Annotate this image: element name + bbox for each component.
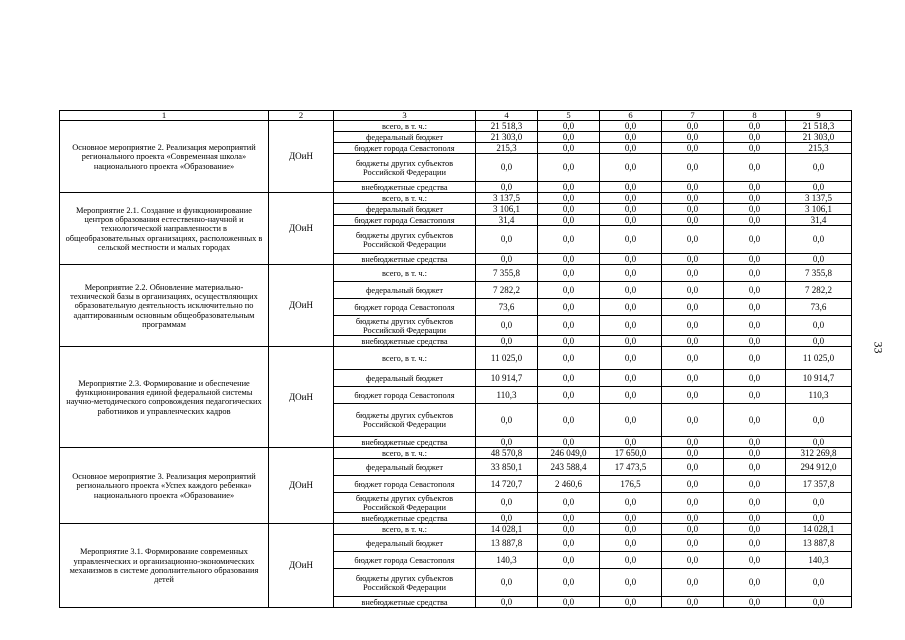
value-cell: 0,0 bbox=[600, 370, 662, 387]
funding-source-cell: внебюджетные средства bbox=[334, 597, 476, 608]
column-header-1: 1 bbox=[60, 111, 269, 121]
value-cell: 0,0 bbox=[538, 524, 600, 535]
funding-source-cell: всего, в т. ч.: bbox=[334, 448, 476, 459]
value-cell: 0,0 bbox=[538, 535, 600, 552]
value-cell: 0,0 bbox=[662, 476, 724, 493]
value-cell: 0,0 bbox=[662, 226, 724, 254]
value-cell: 0,0 bbox=[476, 316, 538, 336]
value-cell: 0,0 bbox=[724, 448, 786, 459]
value-cell: 0,0 bbox=[538, 569, 600, 597]
value-cell: 294 912,0 bbox=[786, 459, 852, 476]
value-cell: 0,0 bbox=[662, 404, 724, 437]
value-cell: 0,0 bbox=[786, 597, 852, 608]
value-cell: 0,0 bbox=[600, 204, 662, 215]
value-cell: 0,0 bbox=[724, 226, 786, 254]
value-cell: 215,3 bbox=[786, 143, 852, 154]
executor-cell: ДОиН bbox=[269, 347, 334, 448]
executor-cell: ДОиН bbox=[269, 448, 334, 524]
value-cell: 0,0 bbox=[600, 154, 662, 182]
value-cell: 0,0 bbox=[476, 569, 538, 597]
value-cell: 0,0 bbox=[600, 121, 662, 132]
funding-source-cell: бюджеты других субъектов Российской Федерации bbox=[334, 569, 476, 597]
value-cell: 215,3 bbox=[476, 143, 538, 154]
value-cell: 0,0 bbox=[662, 347, 724, 370]
value-cell: 0,0 bbox=[724, 132, 786, 143]
value-cell: 0,0 bbox=[476, 404, 538, 437]
value-cell: 0,0 bbox=[538, 552, 600, 569]
value-cell: 0,0 bbox=[662, 299, 724, 316]
value-cell: 48 570,8 bbox=[476, 448, 538, 459]
value-cell: 21 518,3 bbox=[476, 121, 538, 132]
value-cell: 0,0 bbox=[600, 193, 662, 204]
value-cell: 0,0 bbox=[662, 459, 724, 476]
value-cell: 0,0 bbox=[476, 437, 538, 448]
funding-source-cell: федеральный бюджет bbox=[334, 132, 476, 143]
value-cell: 0,0 bbox=[724, 215, 786, 226]
value-cell: 0,0 bbox=[538, 254, 600, 265]
value-cell: 0,0 bbox=[786, 254, 852, 265]
value-cell: 0,0 bbox=[476, 336, 538, 347]
value-cell: 0,0 bbox=[662, 254, 724, 265]
header-row bbox=[60, 111, 852, 121]
value-cell: 0,0 bbox=[476, 493, 538, 513]
value-cell: 0,0 bbox=[662, 143, 724, 154]
value-cell: 0,0 bbox=[786, 226, 852, 254]
value-cell: 0,0 bbox=[538, 132, 600, 143]
value-cell: 13 887,8 bbox=[786, 535, 852, 552]
funding-source-cell: бюджет города Севастополя bbox=[334, 215, 476, 226]
value-cell: 0,0 bbox=[538, 597, 600, 608]
page-number: 33 bbox=[871, 341, 886, 354]
value-cell: 2 460,6 bbox=[538, 476, 600, 493]
funding-source-cell: бюджеты других субъектов Российской Федерации bbox=[334, 493, 476, 513]
funding-source-cell: всего, в т. ч.: bbox=[334, 347, 476, 370]
value-cell: 0,0 bbox=[600, 254, 662, 265]
event-name-cell: Мероприятие 2.3. Формирование и обеспечение функционирования единой федеральной системы научно-методического сопровождения педагогических работников и управленческих кадров bbox=[60, 347, 269, 448]
value-cell: 0,0 bbox=[662, 282, 724, 299]
value-cell: 0,0 bbox=[538, 513, 600, 524]
value-cell: 14 028,1 bbox=[476, 524, 538, 535]
funding-source-cell: внебюджетные средства bbox=[334, 182, 476, 193]
value-cell: 0,0 bbox=[786, 513, 852, 524]
value-cell: 0,0 bbox=[786, 182, 852, 193]
value-cell: 0,0 bbox=[662, 493, 724, 513]
value-cell: 0,0 bbox=[600, 387, 662, 404]
value-cell: 0,0 bbox=[724, 569, 786, 597]
event-name-cell: Основное мероприятие 3. Реализация мероприятий регионального проекта «Успех каждого ребенка» национального проекта «Образование» bbox=[60, 448, 269, 524]
value-cell: 0,0 bbox=[600, 597, 662, 608]
value-cell: 0,0 bbox=[662, 513, 724, 524]
value-cell: 0,0 bbox=[724, 316, 786, 336]
value-cell: 14 028,1 bbox=[786, 524, 852, 535]
value-cell: 0,0 bbox=[662, 387, 724, 404]
value-cell: 31,4 bbox=[476, 215, 538, 226]
value-cell: 0,0 bbox=[662, 215, 724, 226]
value-cell: 0,0 bbox=[538, 437, 600, 448]
value-cell: 0,0 bbox=[662, 448, 724, 459]
value-cell: 176,5 bbox=[600, 476, 662, 493]
value-cell: 21 303,0 bbox=[786, 132, 852, 143]
value-cell: 0,0 bbox=[600, 404, 662, 437]
value-cell: 0,0 bbox=[724, 493, 786, 513]
value-cell: 0,0 bbox=[724, 513, 786, 524]
value-cell: 10 914,7 bbox=[476, 370, 538, 387]
value-cell: 11 025,0 bbox=[786, 347, 852, 370]
value-cell: 0,0 bbox=[538, 282, 600, 299]
value-cell: 0,0 bbox=[662, 182, 724, 193]
column-header-4: 4 bbox=[476, 111, 538, 121]
value-cell: 21 518,3 bbox=[786, 121, 852, 132]
value-cell: 0,0 bbox=[600, 143, 662, 154]
value-cell: 0,0 bbox=[724, 282, 786, 299]
value-cell: 0,0 bbox=[662, 569, 724, 597]
funding-source-cell: бюджеты других субъектов Российской Федерации bbox=[334, 404, 476, 437]
value-cell: 0,0 bbox=[662, 370, 724, 387]
value-cell: 0,0 bbox=[600, 493, 662, 513]
value-cell: 0,0 bbox=[662, 132, 724, 143]
value-cell: 110,3 bbox=[786, 387, 852, 404]
value-cell: 0,0 bbox=[476, 513, 538, 524]
event-name-cell: Мероприятие 3.1. Формирование современных управленческих и организационно-экономических механизмов в системе дополнительного образования детей bbox=[60, 524, 269, 608]
value-cell: 0,0 bbox=[724, 347, 786, 370]
value-cell: 7 355,8 bbox=[476, 265, 538, 282]
value-cell: 0,0 bbox=[600, 132, 662, 143]
funding-source-cell: бюджет города Севастополя bbox=[334, 552, 476, 569]
value-cell: 0,0 bbox=[724, 121, 786, 132]
funding-source-cell: всего, в т. ч.: bbox=[334, 524, 476, 535]
value-cell: 0,0 bbox=[600, 437, 662, 448]
value-cell: 0,0 bbox=[724, 476, 786, 493]
value-cell: 0,0 bbox=[662, 524, 724, 535]
value-cell: 21 303,0 bbox=[476, 132, 538, 143]
value-cell: 312 269,8 bbox=[786, 448, 852, 459]
budget-table bbox=[59, 110, 852, 608]
event-name-cell: Основное мероприятие 2. Реализация мероприятий регионального проекта «Современная школа» национального проекта «Образование» bbox=[60, 121, 269, 193]
value-cell: 0,0 bbox=[538, 387, 600, 404]
table-row bbox=[60, 347, 852, 370]
value-cell: 0,0 bbox=[724, 154, 786, 182]
value-cell: 0,0 bbox=[662, 204, 724, 215]
value-cell: 0,0 bbox=[724, 143, 786, 154]
value-cell: 0,0 bbox=[476, 182, 538, 193]
value-cell: 0,0 bbox=[786, 569, 852, 597]
value-cell: 0,0 bbox=[662, 316, 724, 336]
funding-source-cell: всего, в т. ч.: bbox=[334, 265, 476, 282]
value-cell: 0,0 bbox=[538, 299, 600, 316]
value-cell: 0,0 bbox=[600, 336, 662, 347]
executor-cell: ДОиН bbox=[269, 265, 334, 347]
funding-source-cell: всего, в т. ч.: bbox=[334, 193, 476, 204]
value-cell: 0,0 bbox=[538, 215, 600, 226]
table-row bbox=[60, 193, 852, 204]
column-header-6: 6 bbox=[600, 111, 662, 121]
value-cell: 140,3 bbox=[476, 552, 538, 569]
value-cell: 0,0 bbox=[724, 459, 786, 476]
value-cell: 0,0 bbox=[600, 182, 662, 193]
value-cell: 3 106,1 bbox=[476, 204, 538, 215]
executor-cell: ДОиН bbox=[269, 121, 334, 193]
value-cell: 0,0 bbox=[662, 597, 724, 608]
column-header-8: 8 bbox=[724, 111, 786, 121]
value-cell: 3 106,1 bbox=[786, 204, 852, 215]
value-cell: 0,0 bbox=[538, 226, 600, 254]
value-cell: 0,0 bbox=[724, 524, 786, 535]
value-cell: 0,0 bbox=[600, 569, 662, 597]
value-cell: 0,0 bbox=[538, 154, 600, 182]
value-cell: 14 720,7 bbox=[476, 476, 538, 493]
executor-cell: ДОиН bbox=[269, 524, 334, 608]
table-row bbox=[60, 448, 852, 459]
value-cell: 0,0 bbox=[724, 193, 786, 204]
value-cell: 0,0 bbox=[724, 387, 786, 404]
funding-source-cell: бюджет города Севастополя bbox=[334, 299, 476, 316]
value-cell: 0,0 bbox=[600, 215, 662, 226]
value-cell: 0,0 bbox=[662, 265, 724, 282]
table-row bbox=[60, 265, 852, 282]
funding-source-cell: бюджеты других субъектов Российской Федерации bbox=[334, 316, 476, 336]
value-cell: 7 282,2 bbox=[786, 282, 852, 299]
value-cell: 246 049,0 bbox=[538, 448, 600, 459]
value-cell: 0,0 bbox=[538, 143, 600, 154]
event-name-cell: Мероприятие 2.2. Обновление материально-технической базы в организациях, осуществляющих образовательную деятельность исключительно по адаптированным основным общеобразовательным программам bbox=[60, 265, 269, 347]
value-cell: 11 025,0 bbox=[476, 347, 538, 370]
value-cell: 0,0 bbox=[786, 404, 852, 437]
value-cell: 0,0 bbox=[476, 254, 538, 265]
column-header-9: 9 bbox=[786, 111, 852, 121]
value-cell: 0,0 bbox=[538, 336, 600, 347]
value-cell: 0,0 bbox=[724, 254, 786, 265]
funding-source-cell: всего, в т. ч.: bbox=[334, 121, 476, 132]
value-cell: 0,0 bbox=[476, 226, 538, 254]
value-cell: 0,0 bbox=[600, 226, 662, 254]
value-cell: 0,0 bbox=[724, 370, 786, 387]
value-cell: 0,0 bbox=[724, 182, 786, 193]
funding-source-cell: бюджет города Севастополя bbox=[334, 476, 476, 493]
value-cell: 0,0 bbox=[724, 204, 786, 215]
value-cell: 0,0 bbox=[786, 336, 852, 347]
value-cell: 140,3 bbox=[786, 552, 852, 569]
funding-source-cell: федеральный бюджет bbox=[334, 204, 476, 215]
funding-source-cell: федеральный бюджет bbox=[334, 370, 476, 387]
value-cell: 0,0 bbox=[662, 193, 724, 204]
funding-source-cell: федеральный бюджет bbox=[334, 282, 476, 299]
value-cell: 17 357,8 bbox=[786, 476, 852, 493]
value-cell: 0,0 bbox=[724, 597, 786, 608]
value-cell: 243 588,4 bbox=[538, 459, 600, 476]
funding-source-cell: внебюджетные средства bbox=[334, 437, 476, 448]
table-row bbox=[60, 121, 852, 132]
column-header-7: 7 bbox=[662, 111, 724, 121]
value-cell: 0,0 bbox=[538, 265, 600, 282]
value-cell: 0,0 bbox=[786, 493, 852, 513]
value-cell: 73,6 bbox=[476, 299, 538, 316]
value-cell: 10 914,7 bbox=[786, 370, 852, 387]
value-cell: 0,0 bbox=[662, 154, 724, 182]
value-cell: 3 137,5 bbox=[476, 193, 538, 204]
value-cell: 0,0 bbox=[538, 182, 600, 193]
funding-source-cell: бюджет города Севастополя bbox=[334, 387, 476, 404]
value-cell: 0,0 bbox=[538, 370, 600, 387]
value-cell: 7 355,8 bbox=[786, 265, 852, 282]
value-cell: 0,0 bbox=[662, 437, 724, 448]
value-cell: 0,0 bbox=[476, 154, 538, 182]
value-cell: 0,0 bbox=[662, 121, 724, 132]
value-cell: 3 137,5 bbox=[786, 193, 852, 204]
funding-source-cell: внебюджетные средства bbox=[334, 513, 476, 524]
funding-source-cell: внебюджетные средства bbox=[334, 336, 476, 347]
value-cell: 0,0 bbox=[786, 154, 852, 182]
executor-cell: ДОиН bbox=[269, 193, 334, 265]
value-cell: 110,3 bbox=[476, 387, 538, 404]
value-cell: 0,0 bbox=[538, 204, 600, 215]
value-cell: 0,0 bbox=[600, 282, 662, 299]
value-cell: 7 282,2 bbox=[476, 282, 538, 299]
value-cell: 0,0 bbox=[538, 316, 600, 336]
value-cell: 0,0 bbox=[786, 316, 852, 336]
value-cell: 0,0 bbox=[538, 493, 600, 513]
value-cell: 0,0 bbox=[724, 404, 786, 437]
value-cell: 0,0 bbox=[600, 524, 662, 535]
value-cell: 0,0 bbox=[538, 193, 600, 204]
value-cell: 0,0 bbox=[724, 299, 786, 316]
value-cell: 0,0 bbox=[600, 535, 662, 552]
value-cell: 13 887,8 bbox=[476, 535, 538, 552]
value-cell: 0,0 bbox=[724, 336, 786, 347]
funding-source-cell: федеральный бюджет bbox=[334, 459, 476, 476]
column-header-3: 3 bbox=[334, 111, 476, 121]
value-cell: 0,0 bbox=[538, 121, 600, 132]
value-cell: 17 473,5 bbox=[600, 459, 662, 476]
value-cell: 0,0 bbox=[476, 597, 538, 608]
value-cell: 73,6 bbox=[786, 299, 852, 316]
value-cell: 0,0 bbox=[662, 552, 724, 569]
table-row bbox=[60, 524, 852, 535]
funding-source-cell: внебюджетные средства bbox=[334, 254, 476, 265]
funding-source-cell: федеральный бюджет bbox=[334, 535, 476, 552]
funding-source-cell: бюджеты других субъектов Российской Федерации bbox=[334, 154, 476, 182]
event-name-cell: Мероприятие 2.1. Создание и функционирование центров образования естественно-научной и технологической направленности в общеобразовательных организациях, расположенных в сельской местности и малых городах bbox=[60, 193, 269, 265]
value-cell: 0,0 bbox=[724, 535, 786, 552]
value-cell: 0,0 bbox=[600, 299, 662, 316]
value-cell: 0,0 bbox=[724, 437, 786, 448]
value-cell: 0,0 bbox=[724, 552, 786, 569]
funding-source-cell: бюджеты других субъектов Российской Федерации bbox=[334, 226, 476, 254]
value-cell: 0,0 bbox=[538, 347, 600, 370]
value-cell: 0,0 bbox=[600, 552, 662, 569]
funding-source-cell: бюджет города Севастополя bbox=[334, 143, 476, 154]
value-cell: 0,0 bbox=[724, 265, 786, 282]
value-cell: 17 650,0 bbox=[600, 448, 662, 459]
value-cell: 0,0 bbox=[786, 437, 852, 448]
value-cell: 0,0 bbox=[600, 265, 662, 282]
column-header-5: 5 bbox=[538, 111, 600, 121]
value-cell: 0,0 bbox=[600, 513, 662, 524]
value-cell: 0,0 bbox=[662, 535, 724, 552]
value-cell: 0,0 bbox=[538, 404, 600, 437]
value-cell: 0,0 bbox=[600, 316, 662, 336]
column-header-2: 2 bbox=[269, 111, 334, 121]
value-cell: 33 850,1 bbox=[476, 459, 538, 476]
value-cell: 0,0 bbox=[662, 336, 724, 347]
value-cell: 31,4 bbox=[786, 215, 852, 226]
value-cell: 0,0 bbox=[600, 347, 662, 370]
